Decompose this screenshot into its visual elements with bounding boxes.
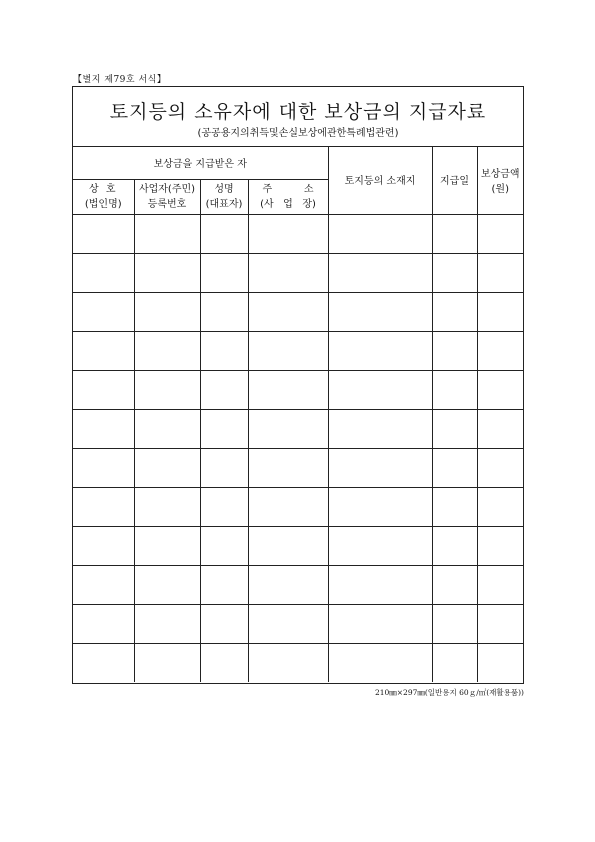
amount-cell[interactable] (477, 565, 523, 604)
form-title: 토지등의 소유자에 대한 보상금의 지급자료 (109, 101, 487, 123)
address-cell[interactable] (248, 292, 328, 331)
biz-number-cell[interactable] (134, 487, 200, 526)
trade-name-cell[interactable] (73, 331, 134, 370)
address-cell[interactable] (248, 370, 328, 409)
form-number-label: 【별지 제79호 서식】 (73, 75, 167, 85)
biz-number-header (134, 179, 200, 214)
trade-name-sub: (법인명) (84, 198, 122, 210)
biz-number-cell[interactable] (134, 565, 200, 604)
amount-cell[interactable] (477, 604, 523, 643)
person-name-label: 성명 (214, 183, 234, 195)
biz-number-label: 사업자(주민) (138, 183, 196, 195)
payment-date-cell[interactable] (432, 409, 477, 448)
trade-name-cell[interactable] (73, 448, 134, 487)
amount-cell[interactable] (477, 370, 523, 409)
address-cell[interactable] (248, 643, 328, 682)
payment-date-cell[interactable] (432, 331, 477, 370)
address-cell[interactable] (248, 331, 328, 370)
payment-date-cell[interactable] (432, 253, 477, 292)
payment-date-header: 지급일 (432, 146, 477, 214)
address-label: 주 소 (262, 183, 314, 195)
person-name-cell[interactable] (200, 409, 248, 448)
land-location-header: 토지등의 소재지 (328, 146, 432, 214)
table-row (73, 565, 523, 604)
address-cell[interactable] (248, 565, 328, 604)
table-row (73, 526, 523, 565)
trade-name-cell[interactable] (73, 292, 134, 331)
table-row (73, 409, 523, 448)
trade-name-cell[interactable] (73, 409, 134, 448)
land-location-cell[interactable] (328, 214, 432, 253)
table-row (73, 331, 523, 370)
person-name-cell[interactable] (200, 604, 248, 643)
table-row (73, 448, 523, 487)
payment-date-cell[interactable] (432, 526, 477, 565)
address-cell[interactable] (248, 604, 328, 643)
person-name-sub: (대표자) (205, 198, 243, 210)
biz-number-cell[interactable] (134, 331, 200, 370)
land-location-cell[interactable] (328, 331, 432, 370)
trade-name-cell[interactable] (73, 487, 134, 526)
person-name-cell[interactable] (200, 331, 248, 370)
table-row (73, 253, 523, 292)
amount-header (477, 146, 523, 214)
land-location-cell[interactable] (328, 643, 432, 682)
trade-name-cell[interactable] (73, 643, 134, 682)
address-cell[interactable] (248, 253, 328, 292)
payment-date-cell[interactable] (432, 565, 477, 604)
person-name-cell[interactable] (200, 526, 248, 565)
land-location-cell[interactable] (328, 487, 432, 526)
biz-number-cell[interactable] (134, 370, 200, 409)
amount-header-label: 보상금액 (480, 168, 520, 180)
biz-number-cell[interactable] (134, 214, 200, 253)
payment-date-cell[interactable] (432, 448, 477, 487)
payment-date-cell[interactable] (432, 604, 477, 643)
person-name-cell[interactable] (200, 370, 248, 409)
biz-number-cell[interactable] (134, 409, 200, 448)
payment-date-cell[interactable] (432, 292, 477, 331)
trade-name-label: 상 호 (89, 183, 118, 195)
amount-cell[interactable] (477, 214, 523, 253)
payment-date-cell[interactable] (432, 370, 477, 409)
address-cell[interactable] (248, 448, 328, 487)
table-row (73, 643, 523, 682)
land-location-cell[interactable] (328, 565, 432, 604)
trade-name-cell[interactable] (73, 526, 134, 565)
biz-number-cell[interactable] (134, 526, 200, 565)
trade-name-cell[interactable] (73, 253, 134, 292)
amount-cell[interactable] (477, 526, 523, 565)
title-box (73, 87, 523, 147)
payment-date-cell[interactable] (432, 487, 477, 526)
land-location-cell[interactable] (328, 448, 432, 487)
person-name-cell[interactable] (200, 565, 248, 604)
land-location-cell[interactable] (328, 526, 432, 565)
address-header (248, 179, 328, 214)
trade-name-header (73, 179, 134, 214)
amount-cell[interactable] (477, 643, 523, 682)
trade-name-cell[interactable] (73, 604, 134, 643)
payment-date-cell[interactable] (432, 214, 477, 253)
table-row (73, 604, 523, 643)
amount-cell[interactable] (477, 253, 523, 292)
land-location-cell[interactable] (328, 409, 432, 448)
land-location-cell[interactable] (328, 604, 432, 643)
amount-cell[interactable] (477, 487, 523, 526)
trade-name-cell[interactable] (73, 370, 134, 409)
land-location-cell[interactable] (328, 253, 432, 292)
form-sheet (72, 86, 524, 684)
person-name-cell[interactable] (200, 643, 248, 682)
table-row (73, 292, 523, 331)
person-name-cell[interactable] (200, 253, 248, 292)
land-location-cell[interactable] (328, 292, 432, 331)
payment-date-cell[interactable] (432, 643, 477, 682)
biz-number-cell[interactable] (134, 253, 200, 292)
recipient-group-header: 보상금을 지급받은 자 (73, 146, 328, 179)
amount-cell[interactable] (477, 448, 523, 487)
table-row (73, 487, 523, 526)
form-subtitle: (공공용지의취득및손실보상에관한특례법관련) (197, 128, 399, 139)
biz-number-cell[interactable] (134, 643, 200, 682)
person-name-cell[interactable] (200, 487, 248, 526)
payment-table (73, 146, 523, 682)
address-cell[interactable] (248, 214, 328, 253)
biz-number-sub: 등록번호 (147, 198, 187, 210)
amount-cell[interactable] (477, 331, 523, 370)
amount-header-unit: (원) (491, 183, 509, 195)
trade-name-cell[interactable] (73, 214, 134, 253)
address-cell[interactable] (248, 487, 328, 526)
person-name-cell[interactable] (200, 214, 248, 253)
land-location-cell[interactable] (328, 370, 432, 409)
person-name-header (200, 179, 248, 214)
person-name-cell[interactable] (200, 292, 248, 331)
amount-cell[interactable] (477, 292, 523, 331)
table-row (73, 214, 523, 253)
address-cell[interactable] (248, 526, 328, 565)
address-cell[interactable] (248, 409, 328, 448)
biz-number-cell[interactable] (134, 604, 200, 643)
paper-spec-footer: 210㎜×297㎜(일반용지 60ｇ/㎡(재활용품)) (374, 688, 524, 697)
person-name-cell[interactable] (200, 448, 248, 487)
biz-number-cell[interactable] (134, 292, 200, 331)
biz-number-cell[interactable] (134, 448, 200, 487)
amount-cell[interactable] (477, 409, 523, 448)
table-body (73, 214, 523, 682)
trade-name-cell[interactable] (73, 565, 134, 604)
table-row (73, 370, 523, 409)
address-sub: (사 업 장) (260, 198, 316, 210)
